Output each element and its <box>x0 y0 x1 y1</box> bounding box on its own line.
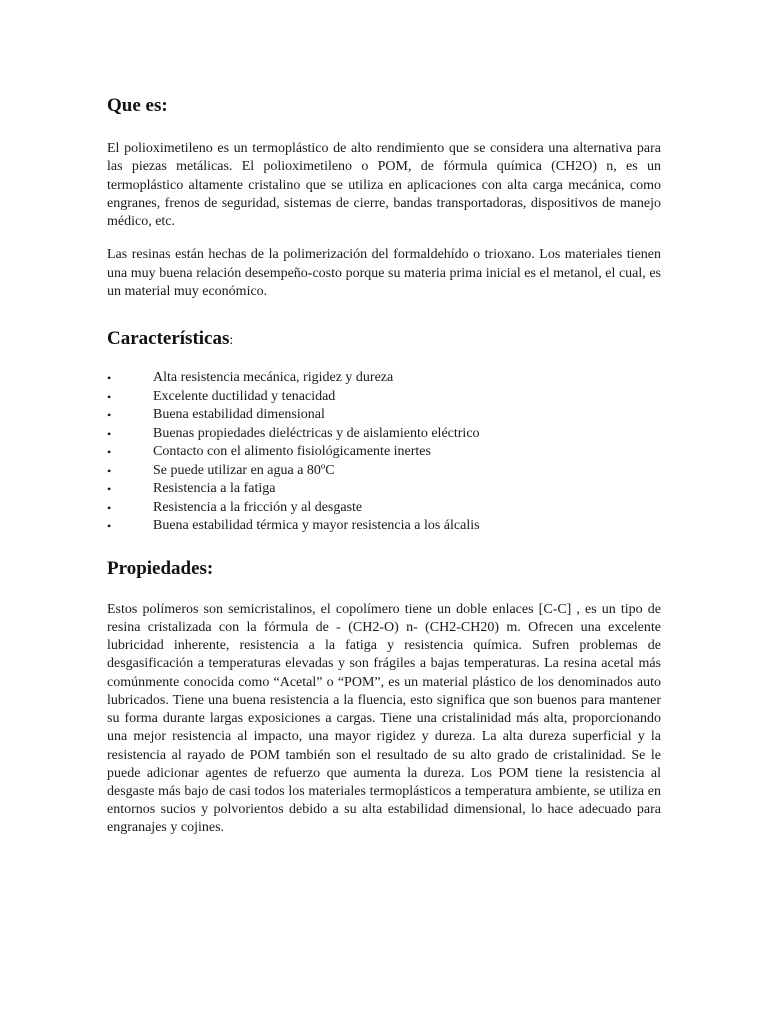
bullet-icon: • <box>107 482 112 497</box>
list-item <box>107 369 661 388</box>
list-item <box>107 480 661 499</box>
list-item <box>107 499 661 518</box>
list-item-text: Alta resistencia mecánica, rigidez y dureza <box>153 370 394 386</box>
list-item <box>107 443 661 462</box>
paragraph-definition: El polioximetileno es un termoplástico de alto rendimiento que se considera una alternativa para las piezas metálicas. El polioximetileno o POM, de fórmula química (CH2O) n, es un termoplástico altamente cristalino que se utiliza en aplicaciones con alta carga mecánica, como engranes, frenos de seguridad, sistemas de cierre, bandas transportadoras, dispositivos de manejo médico, etc. <box>107 141 661 230</box>
bullet-icon: • <box>107 519 112 534</box>
caracteristicas-title-colon: : <box>229 333 234 349</box>
bullet-icon: • <box>107 445 112 460</box>
caracteristicas-title-text: Características <box>107 328 230 350</box>
document-page <box>107 94 661 838</box>
list-item <box>107 517 661 536</box>
section-title-que-es: Que es: <box>107 95 168 116</box>
list-item-text: Excelente ductilidad y tenacidad <box>153 388 336 404</box>
list-item-text: Resistencia a la fricción y al desgaste <box>153 499 363 515</box>
paragraph-resins: Las resinas están hechas de la polimerización del formaldehído o trioxano. Los materiales tienen una muy buena relación desempeño-costo porque su materia prima inicial es el metanol, el cual, es un material muy económico. <box>107 247 661 300</box>
list-item-text: Se puede utilizar en agua a 80ºC <box>153 462 335 478</box>
paragraph-properties: Estos polímeros son semicristalinos, el copolímero tiene un doble enlaces [C-C] , es un tipo de resina cristalizada con la fórmula de - (CH2-O) n- (CH2-CH20) m. Ofrecen una excelente lubricidad inherente, resistencia a la fatiga y resistencia química. Sufren problemas de desgasificación a temperaturas elevadas y son frágiles a bajas temperaturas. La resina acetal más comúnmente conocida como “Acetal” o “POM”, es un material plástico de los denominados auto lubricados. Tiene una buena resistencia a la fluencia, esto significa que son buenos para mantener su forma durante largas exposiciones a cargas. Tiene una cristalinidad más alta, proporcionando una mejor resistencia al impacto, una mayor rigidez y dureza. La alta dureza superficial y la resistencia al rayado de POM también son el resultado de su alto grado de cristalinidad. Se le puede adicionar agentes de refuerzo que aumenta la dureza. Los POM tiene la resistencia al desgaste más bajo de casi todos los materiales termoplásticos a temperatura ambiente, se utiliza en entornos sucios y polvorientos debido a su alta estabilidad dimensional, lo hace adecuado para engranajes y cojines. <box>107 601 661 836</box>
list-item-text: Buena estabilidad dimensional <box>153 407 325 423</box>
bullet-icon: • <box>107 426 112 441</box>
characteristics-list <box>107 369 661 536</box>
list-item <box>107 425 661 444</box>
list-item-text: Contacto con el alimento fisiológicamente inertes <box>153 444 431 460</box>
list-item-text: Buenas propiedades dieléctricas y de aislamiento eléctrico <box>153 425 480 441</box>
list-item-text: Buena estabilidad térmica y mayor resistencia a los álcalis <box>153 518 480 534</box>
bullet-icon: • <box>107 408 112 423</box>
list-item <box>107 406 661 425</box>
list-item <box>107 462 661 481</box>
bullet-icon: • <box>107 500 112 515</box>
bullet-icon: • <box>107 371 112 386</box>
bullet-icon: • <box>107 389 112 404</box>
list-item <box>107 388 661 407</box>
list-item-text: Resistencia a la fatiga <box>153 481 276 497</box>
section-title-propiedades: Propiedades: <box>107 557 214 579</box>
bullet-icon: • <box>107 463 112 478</box>
section-title-caracteristicas <box>107 327 661 353</box>
